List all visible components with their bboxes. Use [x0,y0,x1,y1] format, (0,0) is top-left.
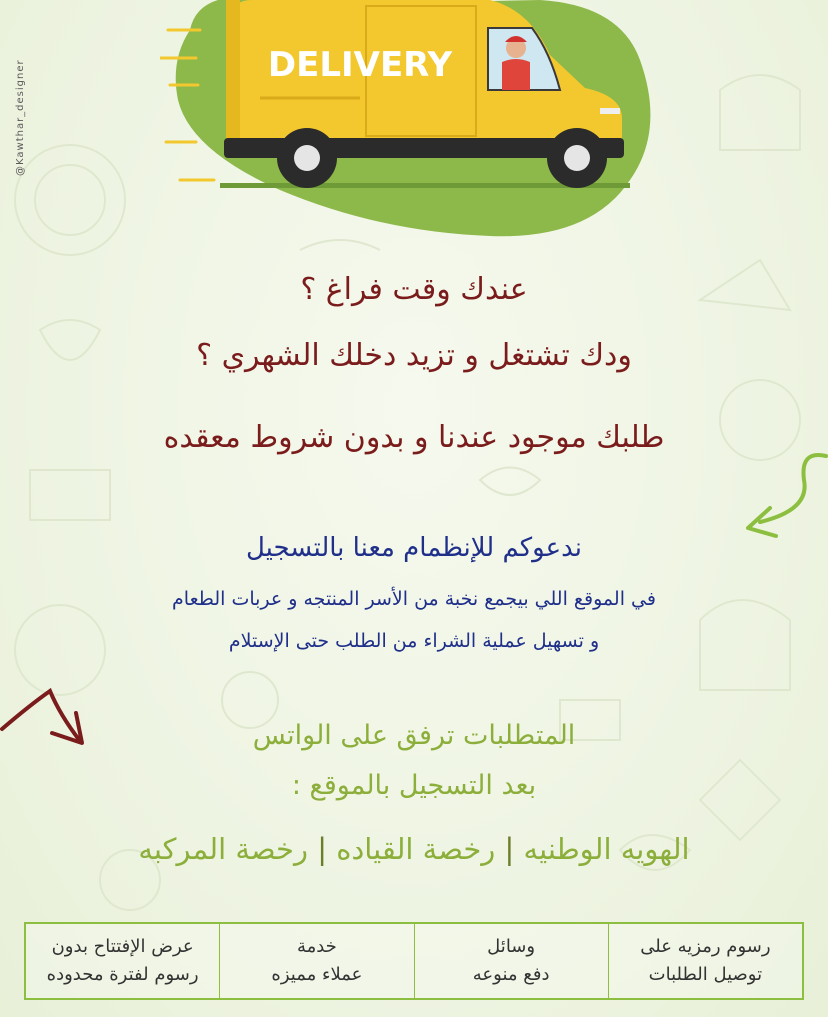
designer-credit [3,8,26,178]
required-documents [0,832,828,866]
feature-delivery-fees [608,924,802,998]
invite-line-2: و تسهيل عملية الشراء من الطلب حتى الإستلام [228,630,600,652]
designer-credit-text: @Kawthar_designer [15,59,26,176]
feature-text: خدمة عملاء مميزه [271,936,363,985]
requirements-line-1: المتطلبات ترفق على الواتس [252,720,576,751]
doc-vehicle-license: رخصة المركبه [138,832,308,866]
headline-line-1: عندك وقت فراغ ؟ [300,272,528,307]
requirements-line-2: بعد التسجيل بالموقع : [291,770,537,801]
invite-title: ندعوكم للإنظمام معنا بالتسجيل [245,533,583,563]
headline-line-3: طلبك موجود عندنا و بدون شروط معقده [163,420,665,455]
features-box [24,922,804,1000]
van-label: DELIVERY [267,45,453,85]
delivery-van-illustration [160,0,680,245]
feature-text: عرض الإفتتاح بدون رسوم لفترة محدوده [46,936,199,985]
feature-text: وسائل دفع منوعه [472,936,550,985]
doc-driving-license: رخصة القياده [336,832,496,866]
doc-separator: | [504,832,515,866]
feature-text: رسوم رمزيه على توصيل الطلبات [640,936,771,985]
feature-customer-service [219,924,413,998]
headline-line-2: ودك تشتغل و تزيد دخلك الشهري ؟ [196,338,632,373]
invite-line-1: في الموقع اللي بيجمع نخبة من الأسر المنتجه و عربات الطعام [172,588,656,610]
feature-payment-methods [414,924,608,998]
doc-separator: | [317,832,327,866]
doc-national-id: الهويه الوطنيه [523,832,690,866]
feature-opening-offer [26,924,219,998]
